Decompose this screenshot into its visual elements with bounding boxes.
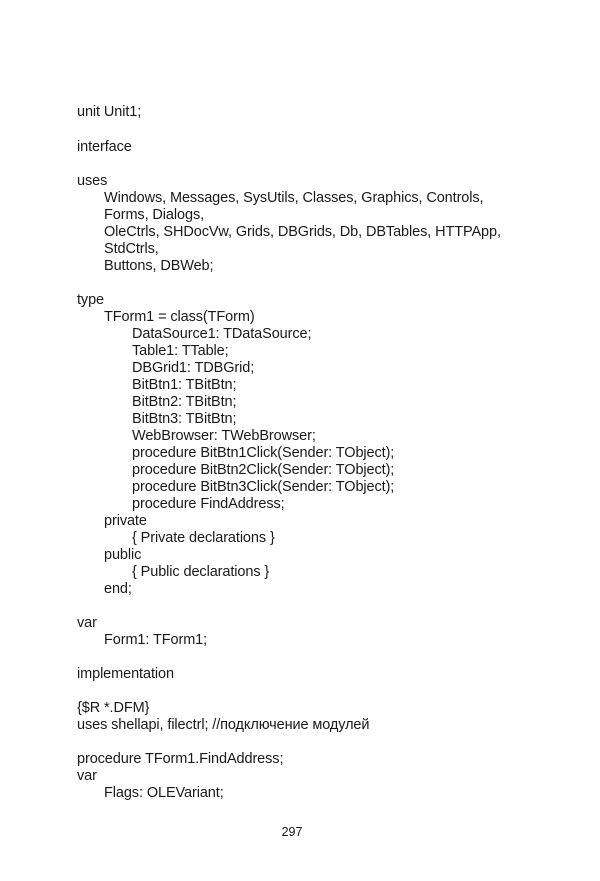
code-line-field: Table1: TTable;	[132, 343, 229, 359]
code-line-field: WebBrowser: TWebBrowser;	[132, 428, 316, 444]
code-line-field: BitBtn2: TBitBtn;	[132, 394, 237, 410]
code-line-flags: Flags: OLEVariant;	[104, 785, 224, 801]
code-line-field: procedure BitBtn2Click(Sender: TObject);	[132, 462, 395, 478]
code-line-uses-list: Forms, Dialogs,	[104, 207, 205, 223]
code-line-field: procedure FindAddress;	[132, 496, 285, 512]
code-line-uses: uses	[77, 173, 108, 189]
code-line-var: var	[77, 768, 97, 784]
code-line-public: public	[104, 547, 142, 563]
code-line-private: private	[104, 513, 147, 529]
code-line-var: var	[77, 615, 97, 631]
code-line-procedure: procedure TForm1.FindAddress;	[77, 751, 284, 767]
code-line-uses-list: OleCtrls, SHDocVw, Grids, DBGrids, Db, DBTables, HTTPApp,	[104, 224, 501, 240]
code-line-class-decl: TForm1 = class(TForm)	[104, 309, 255, 325]
code-line-interface: interface	[77, 139, 132, 155]
code-line-uses-list: Buttons, DBWeb;	[104, 258, 214, 274]
page-number: 297	[281, 825, 303, 839]
code-line-field: procedure BitBtn1Click(Sender: TObject);	[132, 445, 395, 461]
code-line-unit: unit Unit1;	[77, 104, 142, 120]
code-line-type: type	[77, 292, 105, 308]
code-line-field: DBGrid1: TDBGrid;	[132, 360, 255, 376]
code-line-field: DataSource1: TDataSource;	[132, 326, 312, 342]
code-line-implementation: implementation	[77, 666, 174, 682]
code-line-end: end;	[104, 581, 132, 597]
code-line-directive: {$R *.DFM}	[77, 700, 150, 716]
code-line-field: BitBtn3: TBitBtn;	[132, 411, 237, 427]
code-line-form-var: Form1: TForm1;	[104, 632, 208, 648]
code-line-public-comment: { Public declarations }	[132, 564, 270, 580]
code-line-field: procedure BitBtn3Click(Sender: TObject);	[132, 479, 395, 495]
code-line-uses-list: StdCtrls,	[104, 241, 159, 257]
code-line-uses-impl: uses shellapi, filectrl; //подключение модулей	[77, 717, 370, 733]
code-line-private-comment: { Private declarations }	[132, 530, 275, 546]
code-line-field: BitBtn1: TBitBtn;	[132, 377, 237, 393]
code-line-uses-list: Windows, Messages, SysUtils, Classes, Graphics, Controls,	[104, 190, 484, 206]
